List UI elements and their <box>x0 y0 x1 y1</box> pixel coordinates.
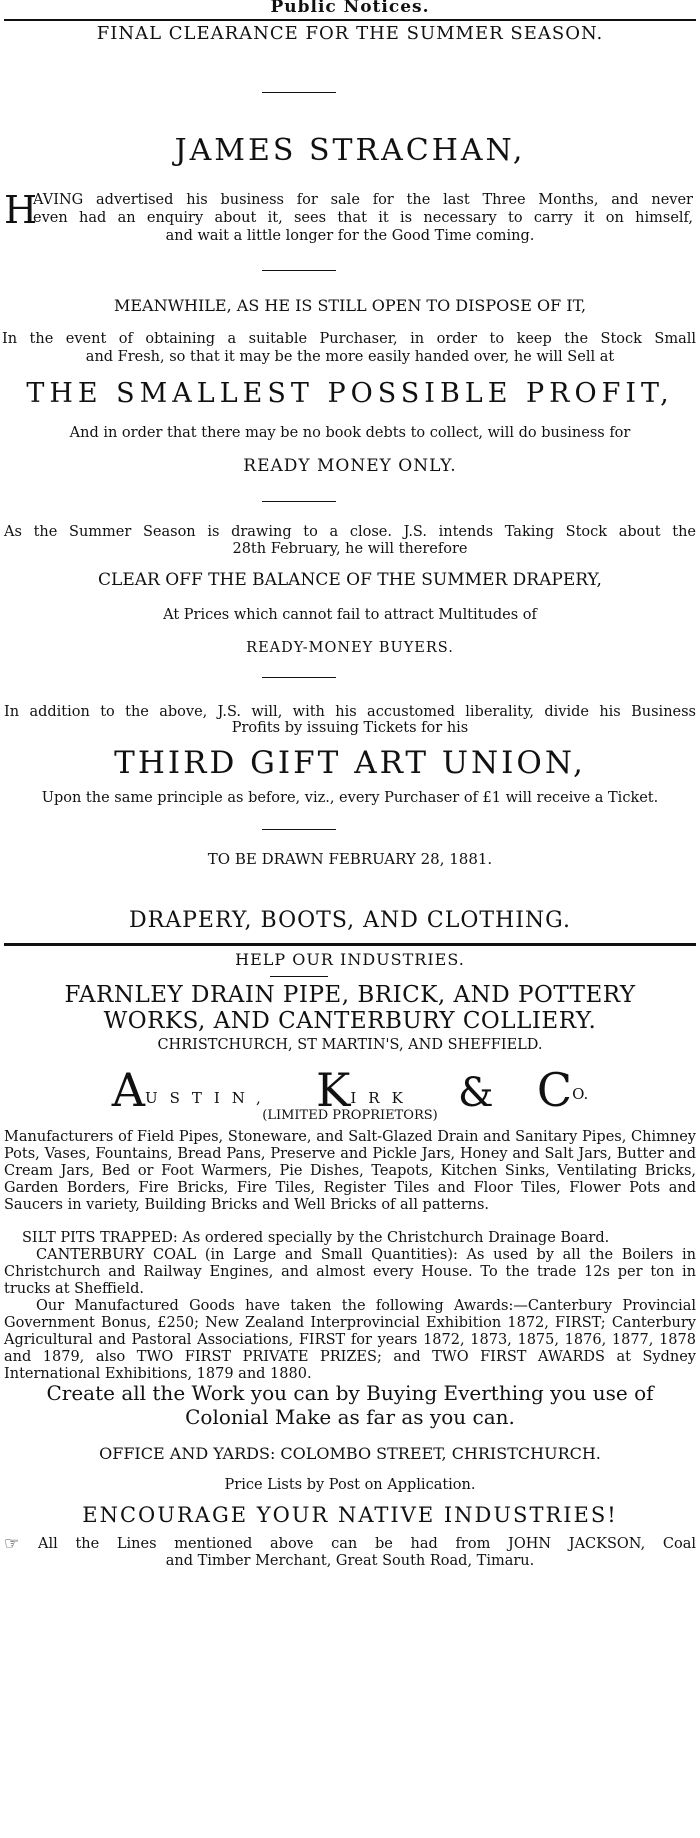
purchaser-line: In the event of obtaining a suitable Purchaser, in order to keep the Stock Small <box>2 331 696 347</box>
header-rule <box>4 19 696 21</box>
jackson-line: All the Lines mentioned above can be had from JOHN JACKSON, Coal <box>38 1536 696 1552</box>
pointing-hand-icon: ☞ <box>4 1534 20 1554</box>
ready-money-line: READY MONEY ONLY. <box>243 456 457 476</box>
manufacturers-paragraph: Manufacturers of Field Pipes, Stoneware, and Salt-Glazed Drain and Sanitary Pipes, Chimney Pots, Vases, Fountains, Bread Pans, Preserve and Pickle Jars, Honey and Salt Jars, Butter and Cream Jars, Bed or Foot Warmers, Pie Dishes, Teapots, Kitchen Sinks, Ventilating Bricks, Garden Borders, Fire Bricks, Fire Tiles, Register Tiles and Floor Tiles, Flower Pots and Saucers in variety, Building Bricks and Well Bricks of all patterns. <box>4 1129 696 1213</box>
firm-rest: IRK <box>350 1089 415 1107</box>
section-rule <box>4 943 696 946</box>
office-line: OFFICE AND YARDS: COLOMBO STREET, CHRISTCHURCH. <box>99 1444 601 1463</box>
summer-line: As the Summer Season is drawing to a close. J.S. intends Taking Stock about the <box>4 524 696 540</box>
coal-paragraph: CANTERBURY COAL (in Large and Small Quantities): As used by all the Boilers in Christchurch and Railway Engines, and almost every House. To the trade 12s per ton in trucks at Sheffield. <box>4 1247 696 1297</box>
intro-line: even had an enquiry about it, sees that it is necessary to carry it on himself, <box>33 210 693 226</box>
price-lists-line: Price Lists by Post on Application. <box>224 1477 476 1493</box>
addition-line: In addition to the above, J.S. will, with his accustomed liberality, divide his Business <box>4 704 696 720</box>
summer-line: 28th February, he will therefore <box>232 541 468 557</box>
divider <box>270 976 328 977</box>
drawn-line: TO BE DRAWN FEBRUARY 28, 1881. <box>207 850 493 868</box>
divider <box>262 270 336 271</box>
book-debts-line: And in order that there may be no book debts to collect, will do business for <box>69 425 631 441</box>
firm-rest: USTIN, <box>144 1089 273 1107</box>
proprietors-line: (LIMITED PROPRIETORS) <box>262 1108 438 1123</box>
jackson-line: and Timber Merchant, Great South Road, Timaru. <box>165 1553 535 1569</box>
intro-line: AVING advertised his business for sale for the last Three Months, and never <box>33 192 693 208</box>
profit-line: THE SMALLEST POSSIBLE PROFIT, <box>26 378 674 409</box>
create-line: Create all the Work you can by Buying Everthing you use of <box>46 1381 654 1405</box>
firm-initial: K <box>315 1063 351 1117</box>
advertiser-name: JAMES STRACHAN, <box>174 133 526 168</box>
encourage-line: ENCOURAGE YOUR NATIVE INDUSTRIES! <box>82 1503 618 1527</box>
drapery-footer: DRAPERY, BOOTS, AND CLOTHING. <box>129 908 571 933</box>
divider <box>262 501 336 502</box>
addition-line: Profits by issuing Tickets for his <box>231 720 469 736</box>
clearance-headline: FINAL CLEARANCE FOR THE SUMMER SEASON. <box>96 23 604 44</box>
buyers-line: READY-MONEY BUYERS. <box>246 640 454 656</box>
divider <box>262 677 336 678</box>
firm-initial: A <box>111 1063 145 1117</box>
purchaser-line: and Fresh, so that it may be the more easily handed over, he will Sell at <box>85 349 615 365</box>
drop-cap: H <box>4 188 38 232</box>
works-title: WORKS, AND CANTERBURY COLLIERY. <box>103 1008 597 1034</box>
divider <box>262 92 336 93</box>
locations-line: CHRISTCHURCH, ST MARTIN'S, AND SHEFFIELD. <box>157 1037 543 1053</box>
intro-line: and wait a little longer for the Good Time coming. <box>165 228 535 244</box>
clear-off-line: CLEAR OFF THE BALANCE OF THE SUMMER DRAPERY, <box>98 570 602 590</box>
silt-pits-paragraph: SILT PITS TRAPPED: As ordered specially by the Christchurch Drainage Board. <box>22 1230 610 1246</box>
awards-paragraph: Our Manufactured Goods have taken the following Awards:—Canterbury Provincial Government Bonus, £250; New Zealand Interprovincial Exhibition 1872, FIRST; Canterbury Agricultural and Pastoral Associations, FIRST for years 1872, 1873, 1875, 1876, 1877, 1878 and 1879, also TWO FIRST PRIVATE PRIZES; and TWO FIRST AWARDS at Sydney International Exhibitions, 1879 and 1880. <box>4 1298 696 1382</box>
firm-initial: C <box>536 1063 573 1117</box>
firm-rest: O. <box>572 1085 589 1103</box>
firm-ampersand: & <box>458 1070 494 1116</box>
prices-line: At Prices which cannot fail to attract Multitudes of <box>163 607 537 623</box>
works-title: FARNLEY DRAIN PIPE, BRICK, AND POTTERY <box>64 982 636 1008</box>
art-union-line: THIRD GIFT ART UNION, <box>114 745 586 781</box>
create-line: Colonial Make as far as you can. <box>185 1405 515 1429</box>
section-title: Public Notices. <box>270 0 430 17</box>
meanwhile-line: MEANWHILE, AS HE IS STILL OPEN TO DISPOSE OF IT, <box>113 296 587 315</box>
divider <box>262 829 336 830</box>
help-industries: HELP OUR INDUSTRIES. <box>235 950 465 969</box>
principle-line: Upon the same principle as before, viz., every Purchaser of £1 will receive a Ticket. <box>41 790 659 806</box>
